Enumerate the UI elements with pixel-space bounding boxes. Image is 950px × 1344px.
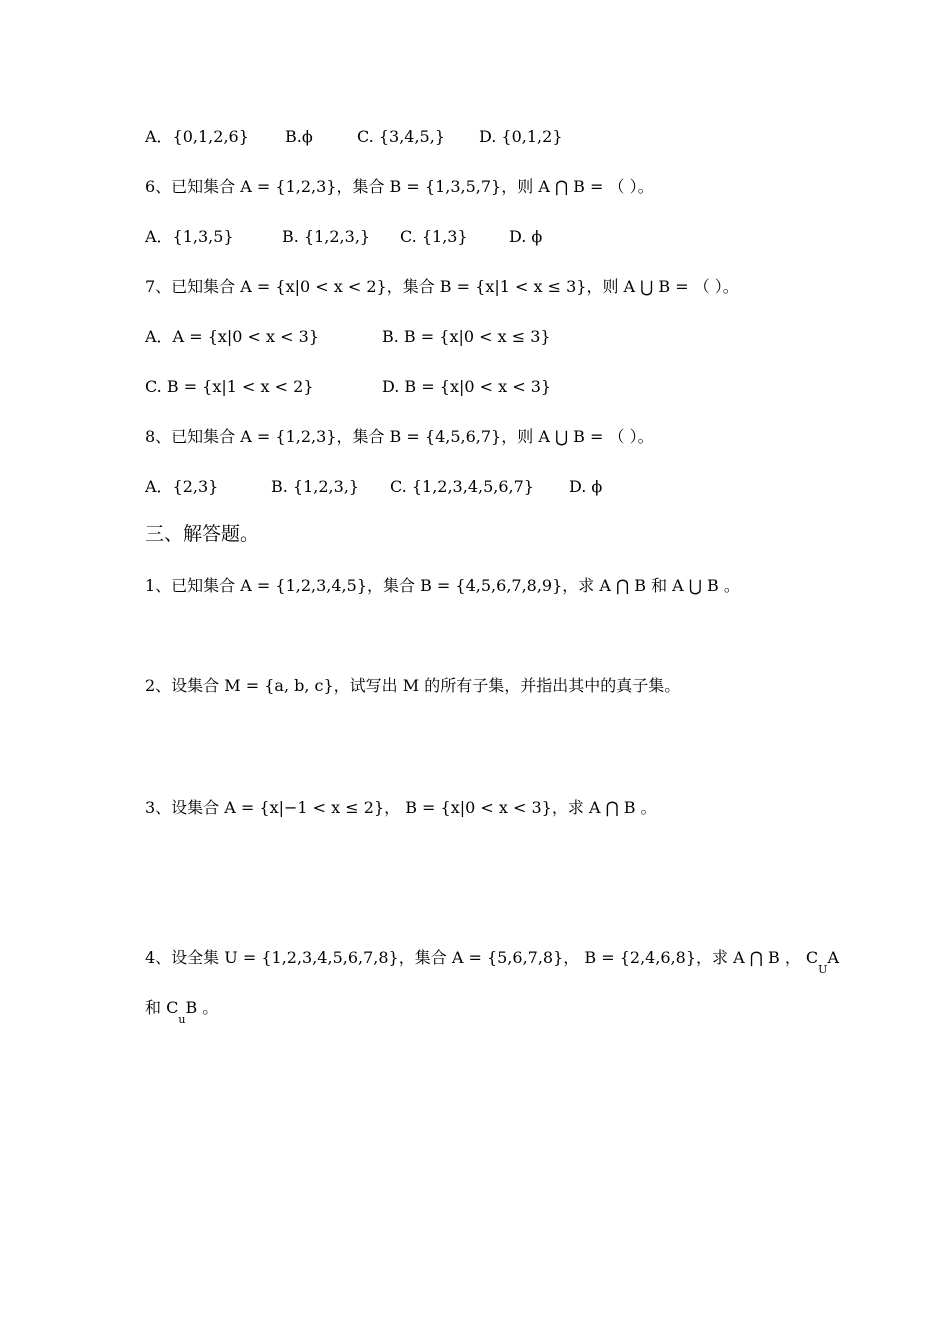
complement-subscript-u: u [178,1013,186,1026]
problem-4-complement-target: A [827,948,839,967]
problem-4-line2-tail: B 。 [185,998,219,1017]
q6-option-c: C. {1,3} [400,227,468,246]
q7-stem: 7、已知集合 A = {x|0 < x < 2}，集合 B = {x|1 < x ≤ 3}，则 A ⋃ B = （ ）。 [145,277,739,296]
q5-option-d: D. {0,1,2} [479,127,563,146]
q6-option-d: D. ϕ [509,227,543,246]
q8-option-c: C. {1,2,3,4,5,6,7} [390,477,534,496]
problem-4-line2-head: 和 C [145,998,179,1017]
q7-option-a: A．A = {x|0 < x < 3} [145,327,320,346]
problem-4-text: 4、设全集 U = {1,2,3,4,5,6,7,8}，集合 A = {5,6,7,8}， B = {2,4,6,8}，求 A ⋂ B ， C [145,948,819,967]
complement-subscript: U [818,963,828,976]
problem-1: 1、已知集合 A = {1,2,3,4,5}，集合 B = {4,5,6,7,8,9}，求 A ⋂ B 和 A ⋃ B 。 [145,576,740,595]
q7-option-b: B. B = {x|0 < x ≤ 3} [382,327,551,346]
q6-option-a: A．{1,3,5} [145,227,234,246]
q8-option-a: A．{2,3} [145,477,219,496]
q7-option-d: D. B = {x|0 < x < 3} [382,377,552,396]
q8-option-d: D. ϕ [569,477,603,496]
problem-3: 3、设集合 A = {x|−1 < x ≤ 2}， B = {x|0 < x < 3}，求 A ⋂ B 。 [145,798,657,817]
problem-2: 2、设集合 M = {a, b, c}，试写出 M 的所有子集，并指出其中的真子集。 [145,676,681,695]
q5-option-a: A．{0,1,2,6} [145,127,249,146]
q5-option-c: C. {3,4,5,} [357,127,445,146]
q7-option-c: C. B = {x|1 < x < 2} [145,377,314,396]
q8-stem: 8、已知集合 A = {1,2,3}，集合 B = {4,5,6,7}，则 A ⋃ B = （ ）。 [145,427,654,446]
q8-option-b: B. {1,2,3,} [271,477,360,496]
q6-option-b: B. {1,2,3,} [282,227,371,246]
q5-option-b: B.ϕ [285,127,313,146]
section-title: 三、解答题。 [145,523,260,545]
q6-stem: 6、已知集合 A = {1,2,3}，集合 B = {1,3,5,7}，则 A ⋂ B = （ ）。 [145,177,654,196]
